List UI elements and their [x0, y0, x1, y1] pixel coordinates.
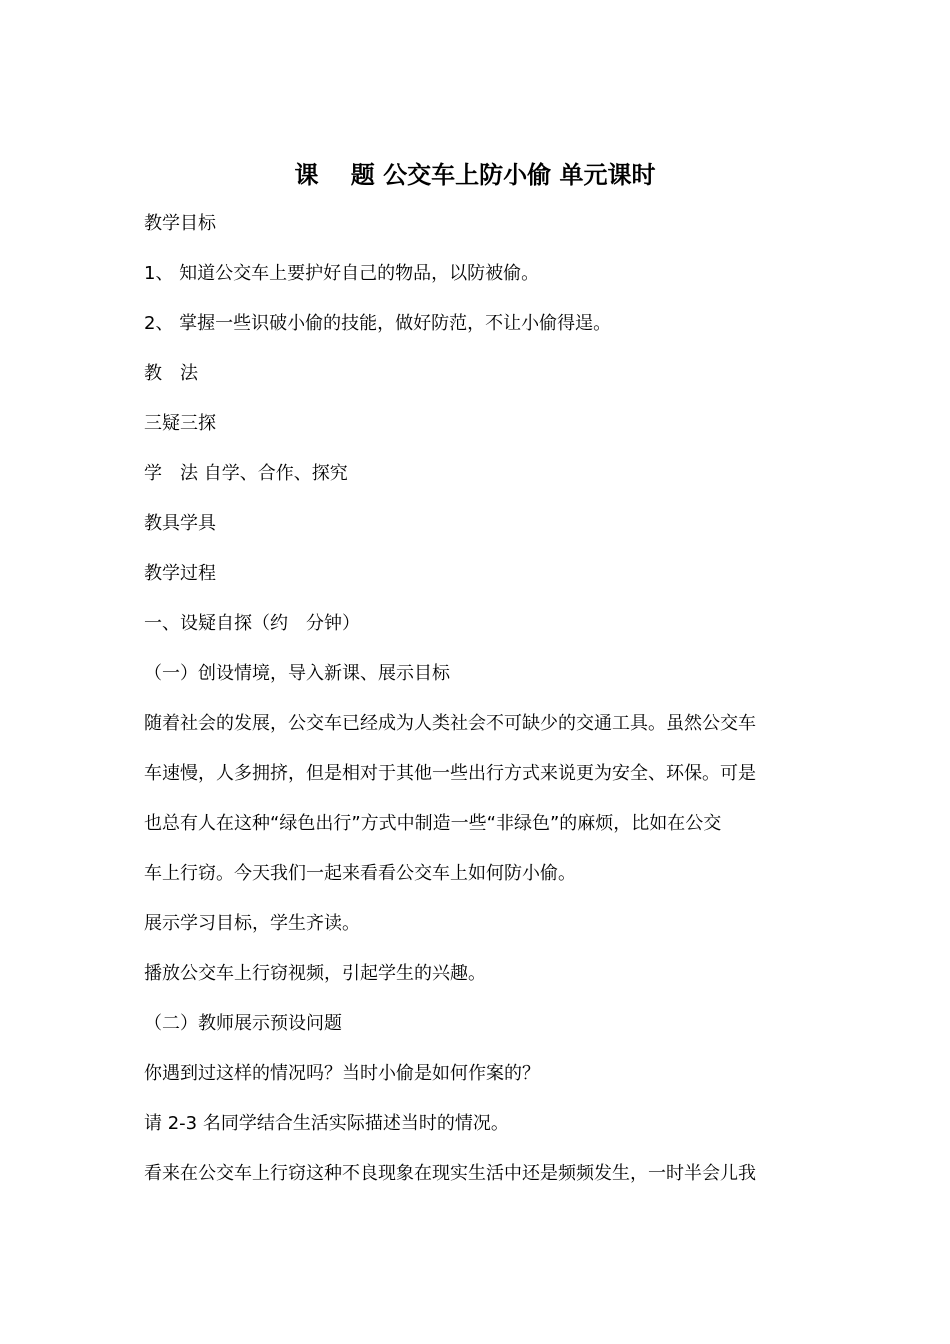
document-title: 课 题 公交车上防小偷 单元课时	[294, 161, 656, 189]
paragraph-line: 车速慢，人多拥挤，但是相对于其他一些出行方式来说更为安全、环保。可是	[144, 763, 756, 784]
sub-step-heading-2: （二）教师展示预设问题	[144, 1013, 342, 1034]
goal-item-2: 2、 掌握一些识破小偷的技能，做好防范，不让小偷得逞。	[144, 313, 612, 334]
sub-step-heading-1: （一）创设情境，导入新课、展示目标	[144, 663, 450, 684]
section-heading-goals: 教学目标	[144, 213, 216, 234]
paragraph-line: 随着社会的发展，公交车已经成为人类社会不可缺少的交通工具。虽然公交车	[144, 713, 756, 734]
step-heading-1: 一、设疑自探（约 分钟）	[144, 613, 360, 634]
goal-item-1: 1、 知道公交车上要护好自己的物品，以防被偷。	[144, 263, 540, 284]
section-heading-process: 教学过程	[144, 563, 216, 584]
paragraph-line: 播放公交车上行窃视频，引起学生的兴趣。	[144, 963, 486, 984]
learning-method-line: 学 法 自学、合作、探究	[144, 463, 348, 484]
paragraph-line: 展示学习目标，学生齐读。	[144, 913, 360, 934]
section-heading-teaching-method: 教 法	[144, 363, 198, 384]
paragraph-line: 也总有人在这种“绿色出行”方式中制造一些“非绿色”的麻烦，比如在公交	[144, 813, 722, 834]
section-heading-tools: 教具学具	[144, 513, 216, 534]
teaching-method-value: 三疑三探	[144, 413, 216, 434]
paragraph-line: 你遇到过这样的情况吗？当时小偷是如何作案的？	[144, 1063, 540, 1084]
paragraph-line: 车上行窃。今天我们一起来看看公交车上如何防小偷。	[144, 863, 576, 884]
paragraph-line: 看来在公交车上行窃这种不良现象在现实生活中还是频频发生，一时半会儿我	[144, 1163, 756, 1184]
paragraph-line: 请 2-3 名同学结合生活实际描述当时的情况。	[144, 1113, 509, 1134]
